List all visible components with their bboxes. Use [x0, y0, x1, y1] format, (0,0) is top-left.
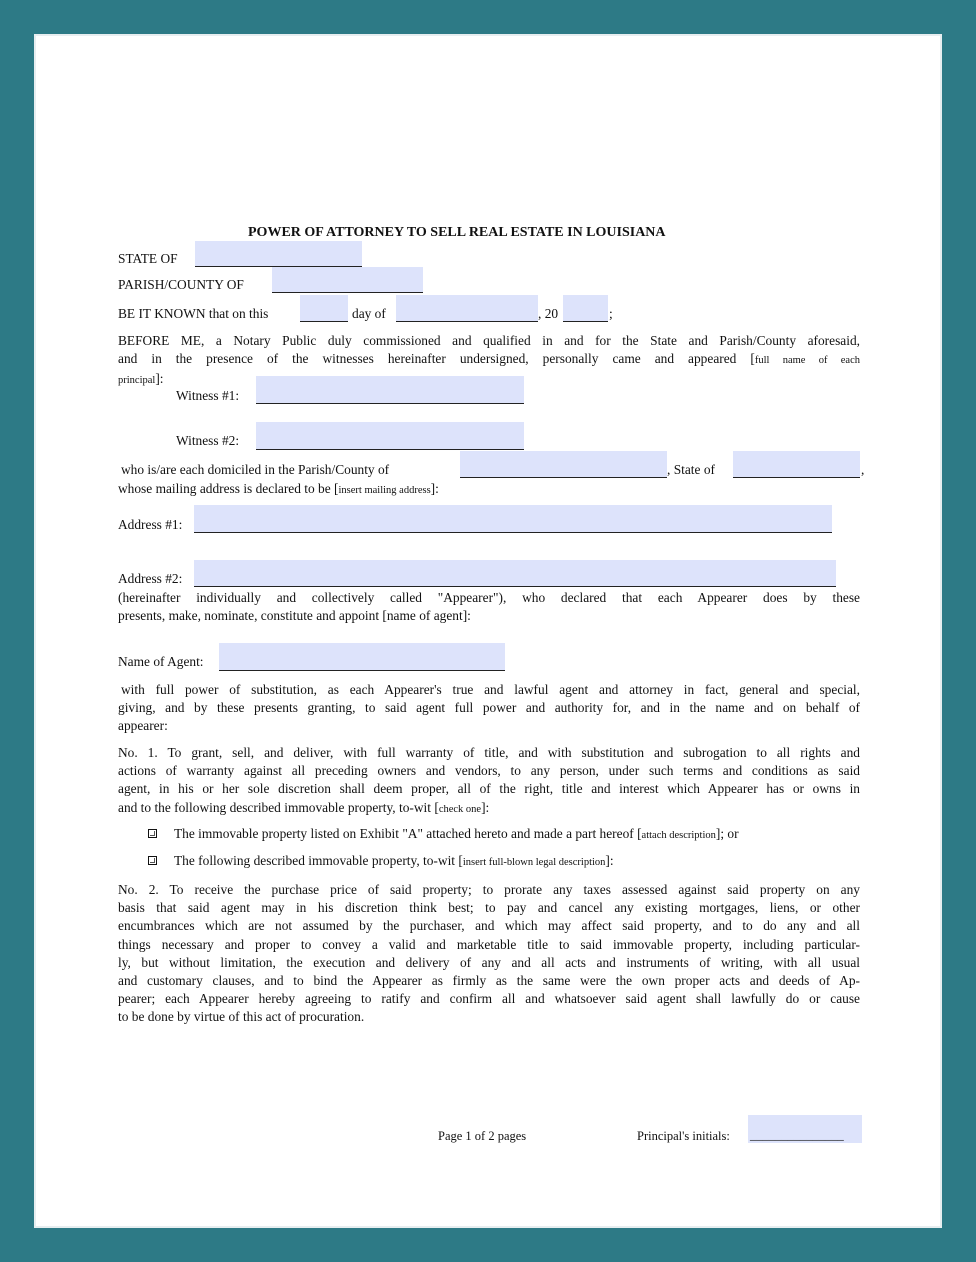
agent-label: Name of Agent: [118, 654, 204, 669]
section-2-line: to be done by virtue of this act of procuration. [118, 1009, 365, 1025]
section-2-line: encumbrances which are not assumed by the purchaser, and which may affect said property, and to do any and all [118, 918, 860, 934]
option-1-checkbox[interactable] [148, 829, 157, 838]
agent-field[interactable] [219, 643, 505, 671]
section-2-line: pearer; each Appearer hereby agreeing to ratify and confirm all and whatsoever said agent shall lawfully do or cause [118, 991, 860, 1007]
section-1-line-3: agent, in his or her sole discretion shall deem proper, all of the right, title and interest which Appearer has or owns in [118, 781, 860, 797]
appearer-line-1: (hereinafter individually and collectively called "Appearer"), who declared that each Appearer does by these [118, 590, 860, 605]
domicile-text: who is/are each domiciled in the Parish/County of [121, 462, 390, 477]
address-1-label: Address #1: [118, 517, 183, 532]
month-field[interactable] [396, 295, 538, 322]
witness-2-field[interactable] [256, 422, 524, 450]
option-2-checkbox[interactable] [148, 856, 157, 865]
section-1-line-2: actions of warranty against all preceding owners and vendors, to any person, under such terms and conditions as said [118, 763, 860, 779]
powers-paragraph [118, 681, 860, 736]
address-2-field[interactable] [194, 560, 836, 587]
year-field[interactable] [563, 295, 608, 322]
domicile-parish-field[interactable] [460, 451, 667, 478]
appearer-line-2: presents, make, nominate, constitute and appoint [name of agent]: [118, 608, 471, 624]
option-2-text: The following described immovable property, to-wit [insert full-blown legal description]: [174, 853, 614, 868]
document-page [34, 34, 942, 1228]
document-title: POWER OF ATTORNEY TO SELL REAL ESTATE IN LOUISIANA [248, 225, 666, 240]
mailing-address-text: whose mailing address is declared to be [insert mailing address]: [118, 481, 439, 496]
option-1-text: The immovable property listed on Exhibit "A" attached hereto and made a part hereof [attach description]; or [174, 826, 739, 841]
powers-line-1: with full power of substitution, as each Appearer's true and lawful agent and attorney in fact, general and special, [121, 682, 860, 697]
initials-field[interactable] [748, 1115, 862, 1143]
address-2-label: Address #2: [118, 571, 183, 586]
section-2-line: No. 2. To receive the purchase price of said property; to prorate any taxes assessed against said property on any [118, 882, 860, 897]
section-2-paragraph [118, 881, 860, 1027]
section-1-line-1: No. 1. To grant, sell, and deliver, with full warranty of title, and with substitution and subrogation to all rights and [118, 745, 860, 760]
parish-label: PARISH/COUNTY OF [118, 277, 244, 292]
address-1-field[interactable] [194, 505, 832, 533]
semicolon-text: ; [609, 306, 613, 321]
powers-line-2: giving, and by these presents granting, to said agent full power and authority for, and in the name and on behalf of [118, 700, 860, 716]
year-prefix-text: , 20 [538, 306, 559, 321]
before-me-line-2: and in the presence of the witnesses hereinafter undersigned, personally came and appeared [full name of each [118, 351, 860, 367]
section-2-line: and customary clauses, and to bind the Appearer as firmly as the same were the own proper acts and deeds of Ap- [118, 973, 860, 989]
section-2-line: basis that said agent may in his discretion think best; to pay and cancel any existing mortgages, liens, or other [118, 900, 860, 916]
be-it-known-text: BE IT KNOWN that on this [118, 306, 269, 321]
parish-field[interactable] [272, 267, 423, 293]
section-1-line-4: and to the following described immovable property, to-wit [check one]: [118, 799, 490, 815]
initials-blank: _______________ [750, 1128, 844, 1142]
witness-1-label: Witness #1: [176, 388, 240, 403]
state-of-text: , State of [667, 462, 715, 477]
section-2-line: ly, but without limitation, the execution and delivery of any and all acts and instruments of writing, with all usual [118, 954, 860, 970]
before-me-line-3: principal]: [118, 371, 164, 387]
domicile-state-field[interactable] [733, 451, 860, 478]
day-of-text: day of [352, 306, 386, 321]
initials-label: Principal's initials: [637, 1129, 730, 1143]
powers-line-3: appearer: [118, 718, 168, 734]
appearer-paragraph [118, 589, 860, 625]
before-me-line-1: BEFORE ME, a Notary Public duly commissioned and qualified in and for the State and Parish/County aforesaid, [118, 333, 860, 348]
section-2-line: things necessary and proper to convey a valid and marketable title to said immovable property, including particular- [118, 936, 860, 952]
page-number: Page 1 of 2 pages [438, 1129, 527, 1143]
state-field[interactable] [195, 241, 362, 267]
witness-2-label: Witness #2: [176, 433, 240, 448]
witness-1-field[interactable] [256, 376, 524, 404]
domicile-comma: , [861, 462, 865, 477]
state-label: STATE OF [118, 251, 178, 266]
day-field[interactable] [300, 295, 348, 322]
section-1-paragraph [118, 744, 860, 819]
